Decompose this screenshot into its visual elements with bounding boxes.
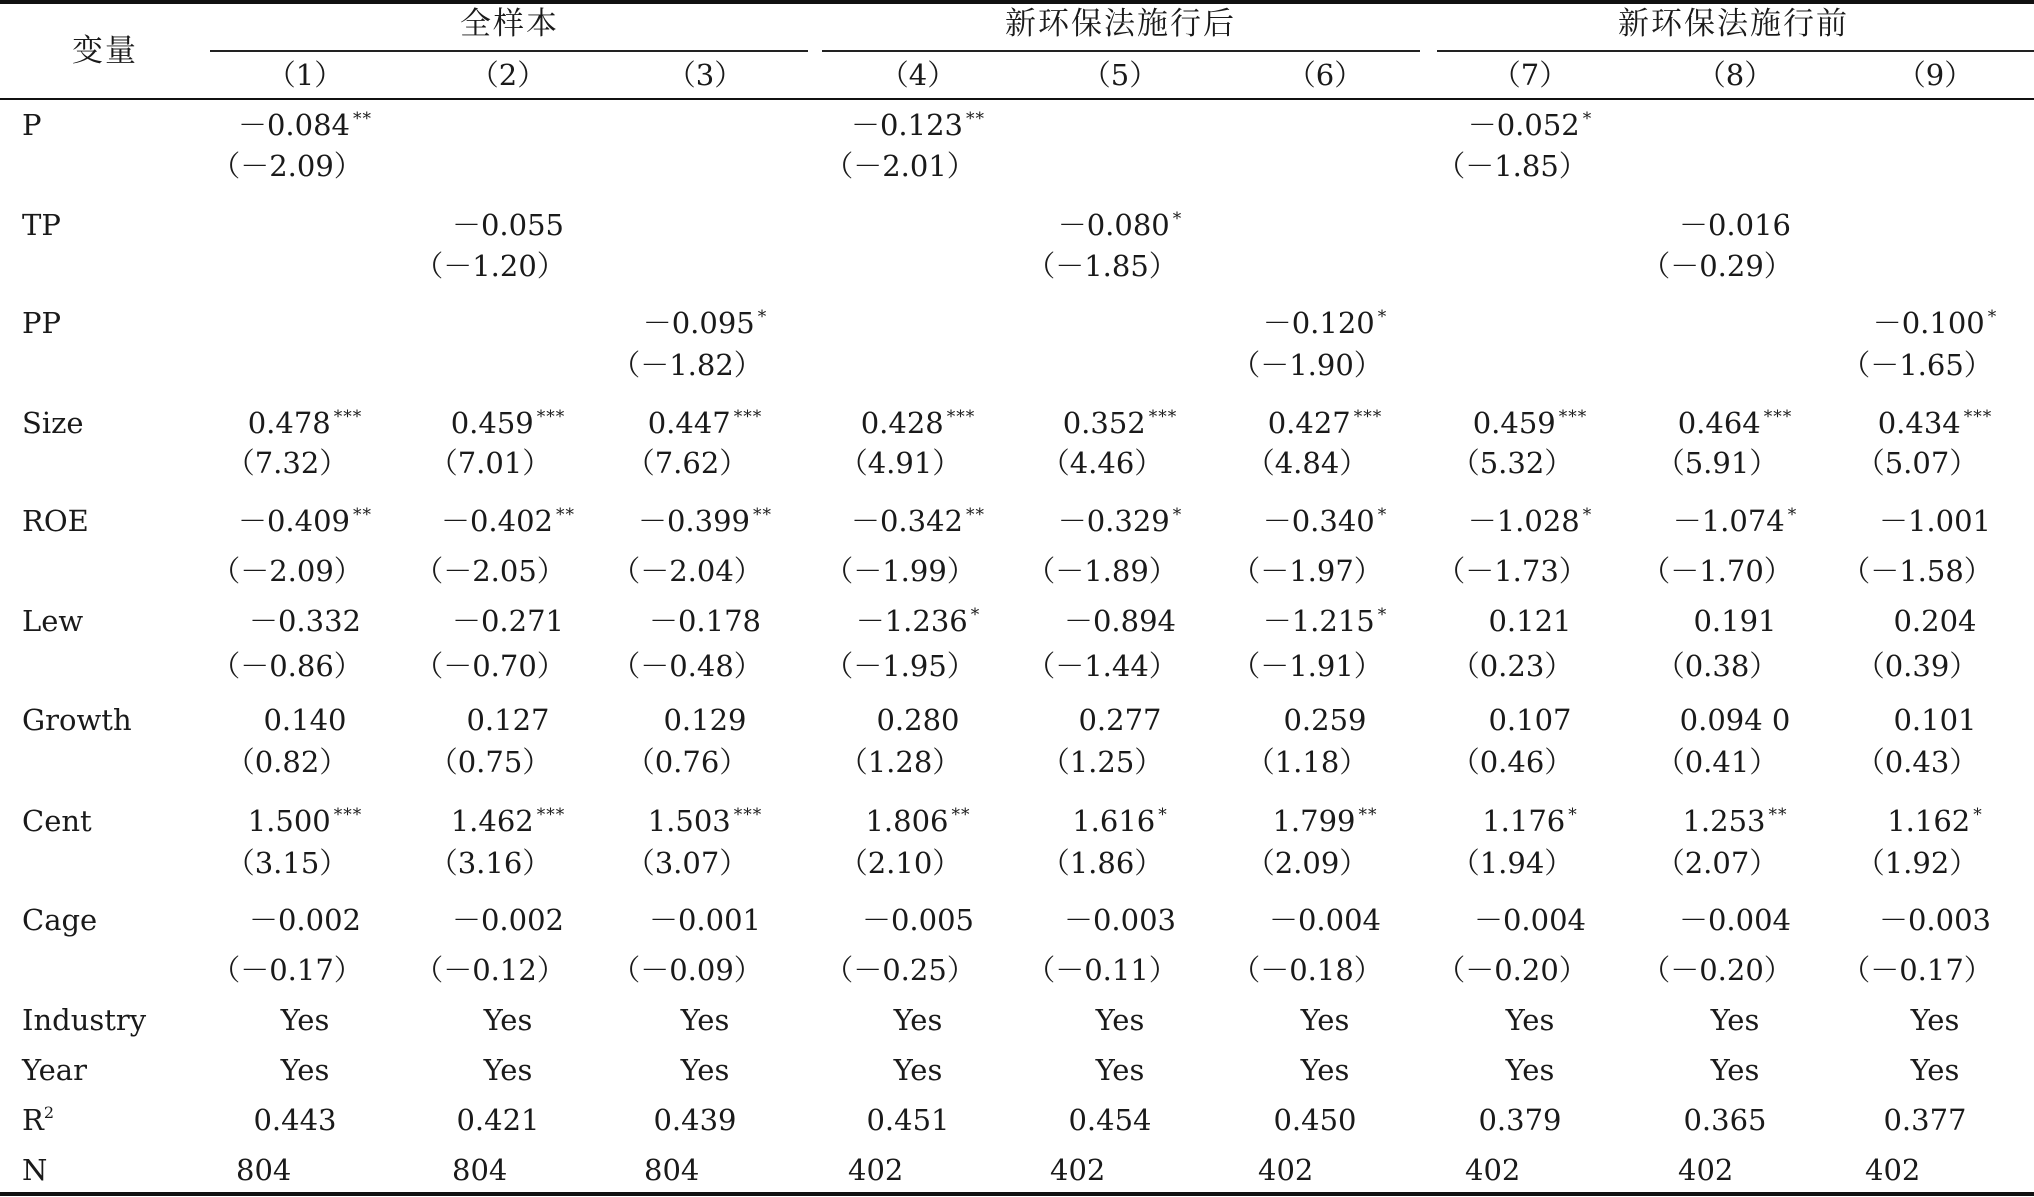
coef-value: 0.434 xyxy=(1877,406,1961,440)
column-header: （3） xyxy=(666,58,744,92)
coef-value: －0.002 xyxy=(451,903,565,937)
coef-cell xyxy=(649,902,761,938)
t-stat-cell: （1.94） xyxy=(1450,846,1574,880)
t-stat-cell: （－1.44） xyxy=(1026,649,1178,683)
group-header-full-sample: 全样本 xyxy=(460,6,559,42)
coef-value: －0.100 xyxy=(1872,306,1985,340)
significance-stars: *** xyxy=(333,407,363,427)
n-cell: 402 xyxy=(1465,1153,1521,1187)
coef-cell xyxy=(1682,803,1787,844)
r2-cell: 0.454 xyxy=(1068,1103,1152,1137)
coef-value: －0.120 xyxy=(1262,306,1375,340)
t-stat-cell: （7.32） xyxy=(225,446,349,480)
n-cell: 402 xyxy=(1258,1153,1314,1187)
coef-cell xyxy=(1263,305,1388,346)
column-header: （4） xyxy=(879,58,957,92)
t-stat-cell: （－0.09） xyxy=(611,953,763,987)
control-cell: Yes xyxy=(483,1053,533,1087)
coef-cell xyxy=(1072,803,1168,844)
control-cell: Yes xyxy=(280,1003,330,1037)
control-cell: Yes xyxy=(1505,1053,1555,1087)
significance-stars: ** xyxy=(353,109,373,129)
coef-cell xyxy=(1468,107,1593,148)
control-cell: Yes xyxy=(680,1003,730,1037)
control-label: Industry xyxy=(22,1003,147,1037)
significance-stars: ** xyxy=(353,505,373,525)
significance-stars: * xyxy=(1582,109,1593,129)
column-header: （7） xyxy=(1491,58,1569,92)
group-underline-after xyxy=(822,50,1420,52)
t-stat-cell: （1.28） xyxy=(838,745,962,779)
coef-cell xyxy=(865,803,970,844)
control-cell: Yes xyxy=(893,1003,943,1037)
control-cell: Yes xyxy=(1300,1003,1350,1037)
coef-value: 0.447 xyxy=(647,406,731,440)
significance-stars: * xyxy=(1377,307,1388,327)
r2-label-text: R xyxy=(22,1103,44,1137)
n-cell: 804 xyxy=(644,1153,700,1187)
t-stat-cell: （1.25） xyxy=(1040,745,1164,779)
coef-value: 1.162 xyxy=(1887,804,1971,838)
coef-cell xyxy=(466,702,549,738)
coef-value: －1.236 xyxy=(855,604,968,638)
bottom-rule xyxy=(0,1192,2034,1196)
coef-value: －0.123 xyxy=(850,108,964,142)
t-stat-cell: （－2.05） xyxy=(414,554,566,588)
column-header: （8） xyxy=(1696,58,1774,92)
significance-stars: * xyxy=(1377,505,1388,525)
coef-cell xyxy=(1488,603,1571,639)
coef-value: －1.001 xyxy=(1878,504,1992,538)
coef-value: －0.271 xyxy=(451,604,565,638)
coef-value: －0.005 xyxy=(861,903,975,937)
t-stat-cell: （－1.85） xyxy=(1026,249,1178,283)
significance-stars: ** xyxy=(1768,805,1788,825)
significance-stars: ** xyxy=(951,805,971,825)
t-stat-cell: （2.07） xyxy=(1655,846,1779,880)
t-stat-cell: （0.82） xyxy=(225,745,349,779)
significance-stars: *** xyxy=(536,407,566,427)
significance-stars: *** xyxy=(733,407,763,427)
significance-stars: *** xyxy=(1353,407,1383,427)
significance-stars: * xyxy=(1987,307,1998,327)
coef-value: 0.464 xyxy=(1677,406,1761,440)
column-header: （9） xyxy=(1896,58,1974,92)
t-stat-cell: （4.46） xyxy=(1040,446,1164,480)
coef-cell xyxy=(248,803,363,844)
t-stat-cell: （－0.17） xyxy=(211,953,363,987)
coef-value: 1.176 xyxy=(1482,804,1566,838)
t-stat-cell: （－0.17） xyxy=(1841,953,1993,987)
coef-cell xyxy=(1468,503,1593,544)
coef-cell xyxy=(856,603,981,644)
control-cell: Yes xyxy=(1910,1003,1960,1037)
r2-cell: 0.365 xyxy=(1683,1103,1767,1137)
coef-cell xyxy=(452,207,564,243)
coef-cell xyxy=(441,503,575,544)
t-stat-cell: （1.92） xyxy=(1855,846,1979,880)
r2-superscript: 2 xyxy=(43,1103,55,1122)
coef-value: －0.016 xyxy=(1678,208,1792,242)
coef-cell xyxy=(1263,603,1388,644)
coef-cell xyxy=(1679,902,1791,938)
control-cell: Yes xyxy=(1710,1003,1760,1037)
t-stat-cell: （0.75） xyxy=(428,745,552,779)
coef-cell xyxy=(862,902,974,938)
coef-value: 1.806 xyxy=(865,804,949,838)
control-cell: Yes xyxy=(680,1053,730,1087)
t-stat-cell: （3.15） xyxy=(225,846,349,880)
coef-value: －0.052 xyxy=(1467,108,1580,142)
coef-value: 1.799 xyxy=(1272,804,1356,838)
control-cell: Yes xyxy=(1300,1053,1350,1087)
coef-cell xyxy=(1488,702,1571,738)
coef-cell xyxy=(1474,902,1586,938)
coef-cell xyxy=(1879,902,1991,938)
coef-value: 0.427 xyxy=(1267,406,1351,440)
coef-value: －0.084 xyxy=(237,108,351,142)
control-cell: Yes xyxy=(280,1053,330,1087)
control-cell: Yes xyxy=(893,1053,943,1087)
coef-value: －0.004 xyxy=(1473,903,1587,937)
coef-value: －0.402 xyxy=(440,504,554,538)
coef-value: 1.616 xyxy=(1072,804,1156,838)
significance-stars: * xyxy=(1158,805,1168,825)
t-stat-cell: （－1.20） xyxy=(414,249,566,283)
coef-value: 0.129 xyxy=(663,703,747,737)
row-label: P xyxy=(22,108,42,142)
significance-stars: *** xyxy=(946,407,976,427)
coef-cell xyxy=(851,107,985,148)
t-stat-cell: （－1.99） xyxy=(824,554,976,588)
coef-cell xyxy=(1063,405,1178,446)
t-stat-cell: （－2.04） xyxy=(611,554,763,588)
coef-cell xyxy=(1887,803,1983,844)
column-header: （6） xyxy=(1286,58,1364,92)
coef-cell xyxy=(249,603,361,639)
t-stat-cell: （－0.48） xyxy=(611,649,763,683)
coef-cell xyxy=(1272,803,1377,844)
coef-value: 0.121 xyxy=(1488,604,1572,638)
coef-cell xyxy=(1879,503,1991,539)
coef-value: －0.004 xyxy=(1678,903,1792,937)
r2-cell: 0.443 xyxy=(253,1103,337,1137)
coef-value: 0.280 xyxy=(876,703,960,737)
t-stat-cell: （4.84） xyxy=(1245,446,1369,480)
coef-cell xyxy=(648,803,763,844)
group-header-before: 新环保法施行前 xyxy=(1618,6,1849,42)
significance-stars: * xyxy=(1172,505,1183,525)
control-label: Year xyxy=(22,1053,87,1087)
t-stat-cell: （0.43） xyxy=(1855,745,1979,779)
significance-stars: * xyxy=(757,307,768,327)
r2-cell: 0.439 xyxy=(653,1103,737,1137)
coef-cell xyxy=(1678,405,1793,446)
t-stat-cell: （0.39） xyxy=(1855,649,1979,683)
row-label: Growth xyxy=(22,703,132,737)
row-label: Cage xyxy=(22,903,98,937)
t-stat-cell: （－0.11） xyxy=(1026,953,1178,987)
row-label: Cent xyxy=(22,804,92,838)
t-stat-cell: （7.01） xyxy=(428,446,552,480)
coef-cell xyxy=(861,405,976,446)
significance-stars: * xyxy=(1973,805,1983,825)
column-header: （1） xyxy=(266,58,344,92)
t-stat-cell: （－1.73） xyxy=(1436,554,1588,588)
t-stat-cell: （－1.82） xyxy=(611,348,763,382)
coef-value: 0.478 xyxy=(247,406,331,440)
coef-cell xyxy=(238,107,372,148)
coef-value: 1.253 xyxy=(1682,804,1766,838)
coef-value: －1.215 xyxy=(1262,604,1375,638)
significance-stars: ** xyxy=(556,505,576,525)
coef-cell xyxy=(238,503,372,544)
group-header-after: 新环保法施行后 xyxy=(1005,6,1236,42)
coef-cell xyxy=(1893,603,1976,639)
control-cell: Yes xyxy=(483,1003,533,1037)
coef-value: 0.191 xyxy=(1693,604,1777,638)
coef-value: －0.003 xyxy=(1878,903,1992,937)
coef-cell xyxy=(1473,405,1588,446)
coef-cell xyxy=(1078,702,1161,738)
t-stat-cell: （5.07） xyxy=(1855,446,1979,480)
t-stat-cell: （0.76） xyxy=(625,745,749,779)
header-rule xyxy=(0,98,2034,100)
t-stat-cell: （－1.65） xyxy=(1841,348,1993,382)
coef-value: 0.259 xyxy=(1283,703,1367,737)
coef-value: 0.140 xyxy=(263,703,347,737)
coef-cell xyxy=(451,803,566,844)
coef-value: 0.277 xyxy=(1078,703,1162,737)
t-stat-cell: （5.32） xyxy=(1450,446,1574,480)
t-stat-cell: （2.10） xyxy=(838,846,962,880)
coef-value: －0.002 xyxy=(248,903,362,937)
significance-stars: * xyxy=(1582,505,1593,525)
significance-stars: * xyxy=(1172,209,1183,229)
coef-value: 1.500 xyxy=(247,804,331,838)
coef-cell xyxy=(452,902,564,938)
significance-stars: * xyxy=(1377,605,1388,625)
t-stat-cell: （－0.25） xyxy=(824,953,976,987)
row-label: ROE xyxy=(22,504,89,538)
coef-cell xyxy=(876,702,959,738)
coef-value: 0.428 xyxy=(860,406,944,440)
coef-value: 0.127 xyxy=(466,703,550,737)
coef-cell xyxy=(1873,305,1998,346)
coef-value: －0.080 xyxy=(1057,208,1170,242)
coef-cell xyxy=(263,702,346,738)
significance-stars: *** xyxy=(1763,407,1793,427)
coef-cell xyxy=(1283,702,1366,738)
n-cell: 402 xyxy=(848,1153,904,1187)
significance-stars: *** xyxy=(1148,407,1178,427)
coef-cell xyxy=(1878,405,1993,446)
significance-stars: *** xyxy=(333,805,363,825)
coef-value: －0.095 xyxy=(642,306,755,340)
n-cell: 402 xyxy=(1865,1153,1921,1187)
t-stat-cell: （－2.09） xyxy=(211,554,363,588)
r2-cell: 0.377 xyxy=(1883,1103,1967,1137)
coef-value: －0.399 xyxy=(637,504,751,538)
t-stat-cell: （－0.86） xyxy=(211,649,363,683)
coef-cell xyxy=(1893,702,1976,738)
t-stat-cell: （－0.70） xyxy=(414,649,566,683)
t-stat-cell: （0.41） xyxy=(1655,745,1779,779)
coef-cell xyxy=(638,503,772,544)
coef-value: 1.503 xyxy=(647,804,731,838)
n-cell: 804 xyxy=(236,1153,292,1187)
t-stat-cell: （5.91） xyxy=(1655,446,1779,480)
t-stat-cell: （－1.97） xyxy=(1231,554,1383,588)
coef-value: 1.462 xyxy=(450,804,534,838)
coef-value: 0.459 xyxy=(450,406,534,440)
significance-stars: ** xyxy=(966,505,986,525)
coef-cell xyxy=(643,305,768,346)
r2-cell: 0.421 xyxy=(456,1103,540,1137)
t-stat-cell: （－2.01） xyxy=(824,149,976,183)
var-header: 变量 xyxy=(72,33,138,69)
significance-stars: * xyxy=(1568,805,1578,825)
coef-value: －0.340 xyxy=(1262,504,1375,538)
top-rule xyxy=(0,0,2034,4)
significance-stars: * xyxy=(970,605,981,625)
control-cell: Yes xyxy=(1505,1003,1555,1037)
group-underline-full-sample xyxy=(210,50,808,52)
t-stat-cell: （1.18） xyxy=(1245,745,1369,779)
significance-stars: *** xyxy=(1963,407,1993,427)
coef-value: －0.004 xyxy=(1268,903,1382,937)
coef-cell xyxy=(1679,207,1791,243)
t-stat-cell: （－1.89） xyxy=(1026,554,1178,588)
t-stat-cell: （－0.20） xyxy=(1641,953,1793,987)
coef-value: －0.178 xyxy=(648,604,762,638)
coef-cell xyxy=(1269,902,1381,938)
coef-cell xyxy=(1064,603,1176,639)
coef-cell xyxy=(248,405,363,446)
r2-cell: 0.451 xyxy=(866,1103,950,1137)
t-stat-cell: （0.23） xyxy=(1450,649,1574,683)
t-stat-cell: （0.38） xyxy=(1655,649,1779,683)
coef-value: 0.352 xyxy=(1062,406,1146,440)
t-stat-cell: （－0.29） xyxy=(1641,249,1793,283)
row-label: Size xyxy=(22,406,84,440)
control-cell: Yes xyxy=(1710,1053,1760,1087)
coef-value: －0.003 xyxy=(1063,903,1177,937)
t-stat-cell: （2.09） xyxy=(1245,846,1369,880)
column-header: （5） xyxy=(1081,58,1159,92)
significance-stars: * xyxy=(1787,505,1798,525)
coef-cell xyxy=(1058,503,1183,544)
coef-value: 0.459 xyxy=(1472,406,1556,440)
significance-stars: *** xyxy=(1558,407,1588,427)
t-stat-cell: （－1.70） xyxy=(1641,554,1793,588)
r2-cell: 0.379 xyxy=(1478,1103,1562,1137)
coef-value: －0.001 xyxy=(648,903,762,937)
coef-cell xyxy=(1268,405,1383,446)
coef-cell xyxy=(649,603,761,639)
coef-value: 0.107 xyxy=(1488,703,1572,737)
control-cell: Yes xyxy=(1910,1053,1960,1087)
n-cell: 402 xyxy=(1678,1153,1734,1187)
n-cell: 804 xyxy=(452,1153,508,1187)
t-stat-cell: （－0.18） xyxy=(1231,953,1383,987)
t-stat-cell: （－0.20） xyxy=(1436,953,1588,987)
coef-value: －1.074 xyxy=(1672,504,1785,538)
t-stat-cell: （1.86） xyxy=(1040,846,1164,880)
coef-value: －0.409 xyxy=(237,504,351,538)
coef-value: －0.055 xyxy=(451,208,565,242)
control-cell: Yes xyxy=(1095,1053,1145,1087)
coef-cell xyxy=(1263,503,1388,544)
coef-cell xyxy=(1680,702,1791,738)
column-header: （2） xyxy=(469,58,547,92)
row-label: PP xyxy=(22,306,62,340)
coef-cell xyxy=(1673,503,1798,544)
coef-value: －0.332 xyxy=(248,604,362,638)
t-stat-cell: （7.62） xyxy=(625,446,749,480)
coef-cell xyxy=(249,902,361,938)
coef-cell xyxy=(648,405,763,446)
group-underline-before xyxy=(1437,50,2034,52)
row-label: Lew xyxy=(22,604,84,638)
significance-stars: ** xyxy=(966,109,986,129)
coef-value: －1.028 xyxy=(1467,504,1580,538)
coef-value: 0.101 xyxy=(1893,703,1977,737)
coef-cell xyxy=(1482,803,1578,844)
control-cell: Yes xyxy=(1095,1003,1145,1037)
coef-cell xyxy=(663,702,746,738)
coef-cell xyxy=(1064,902,1176,938)
r2-label xyxy=(22,1102,54,1143)
t-stat-cell: （3.16） xyxy=(428,846,552,880)
t-stat-cell: （3.07） xyxy=(625,846,749,880)
t-stat-cell: （4.91） xyxy=(838,446,962,480)
t-stat-cell: （0.46） xyxy=(1450,745,1574,779)
coef-value: 0.094 0 xyxy=(1679,703,1791,737)
coef-value: －0.342 xyxy=(850,504,964,538)
significance-stars: *** xyxy=(536,805,566,825)
coef-value: －0.894 xyxy=(1063,604,1177,638)
t-stat-cell: （－2.09） xyxy=(211,149,363,183)
coef-cell xyxy=(1693,603,1776,639)
coef-cell xyxy=(851,503,985,544)
t-stat-cell: （－1.58） xyxy=(1841,554,1993,588)
t-stat-cell: （－1.85） xyxy=(1436,149,1588,183)
significance-stars: ** xyxy=(753,505,773,525)
n-label: N xyxy=(22,1153,48,1187)
t-stat-cell: （－0.12） xyxy=(414,953,566,987)
coef-value: －0.329 xyxy=(1057,504,1170,538)
significance-stars: ** xyxy=(1358,805,1378,825)
t-stat-cell: （－1.91） xyxy=(1231,649,1383,683)
coef-value: 0.204 xyxy=(1893,604,1977,638)
t-stat-cell: （－1.90） xyxy=(1231,348,1383,382)
r2-cell: 0.450 xyxy=(1273,1103,1357,1137)
coef-cell xyxy=(452,603,564,639)
n-cell: 402 xyxy=(1050,1153,1106,1187)
significance-stars: *** xyxy=(733,805,763,825)
coef-cell xyxy=(451,405,566,446)
row-label: TP xyxy=(22,208,61,242)
t-stat-cell: （－1.95） xyxy=(824,649,976,683)
coef-cell xyxy=(1058,207,1183,248)
